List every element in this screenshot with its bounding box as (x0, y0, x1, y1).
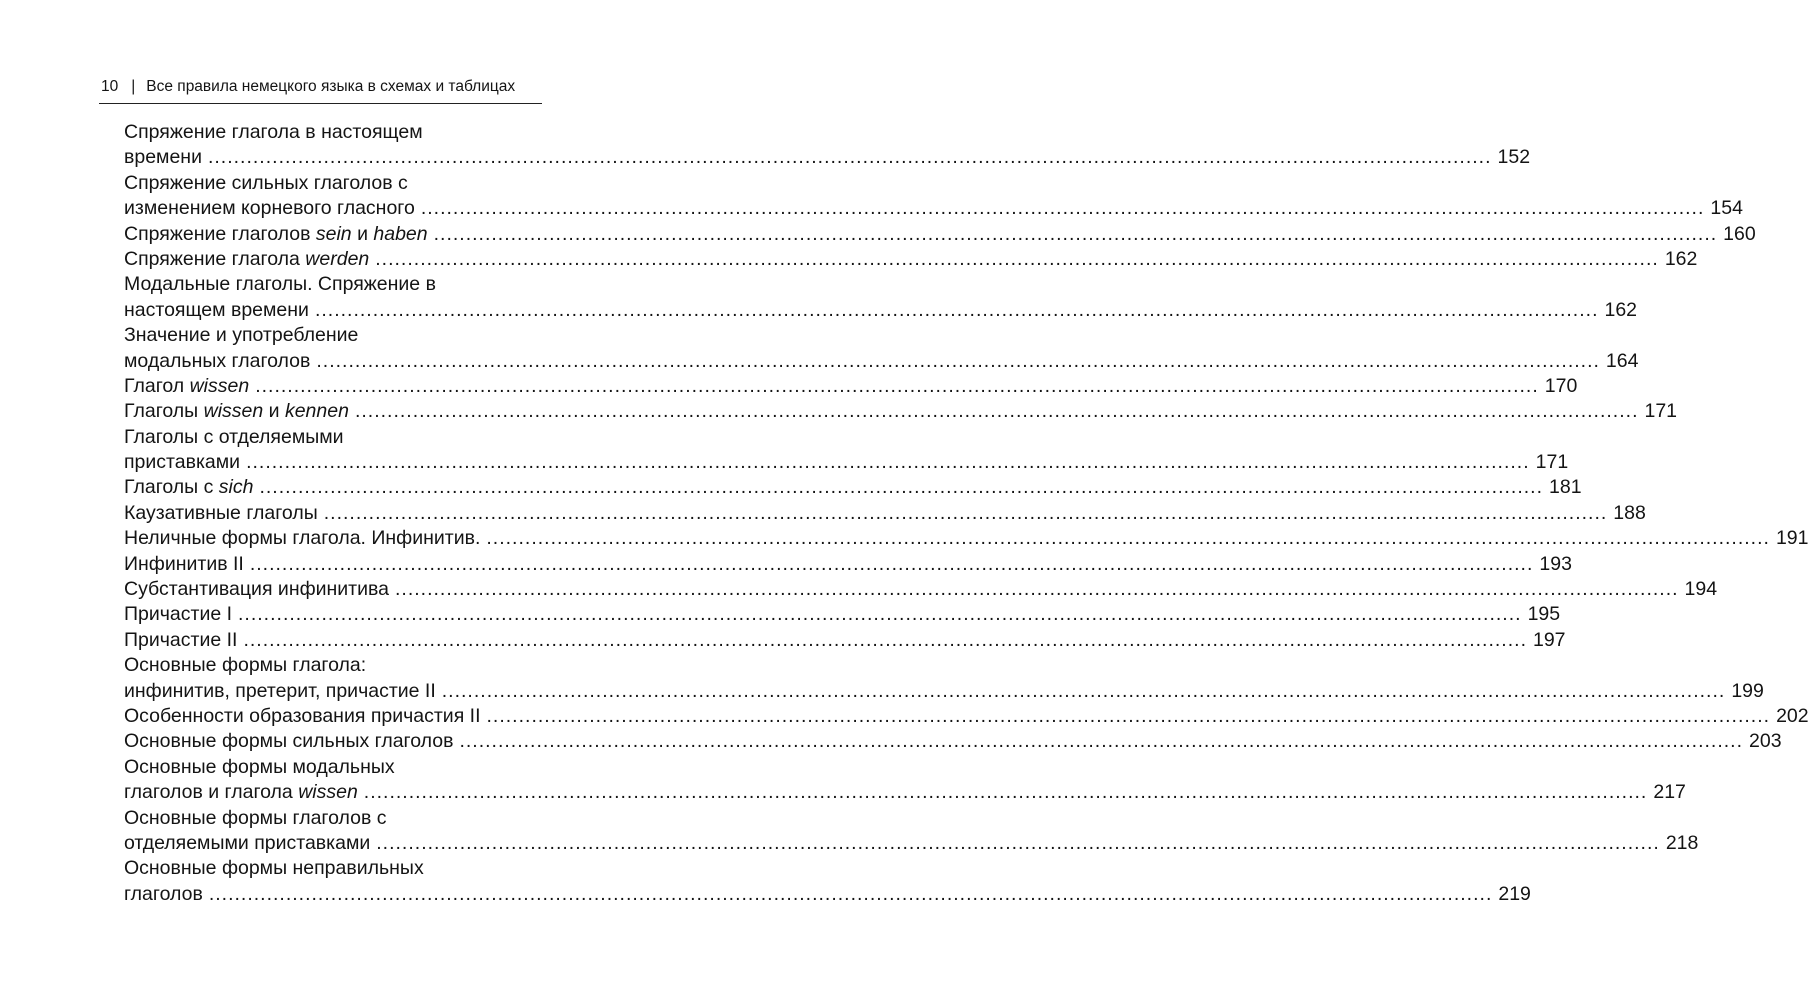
dot-leader: ........................................................................................................................................................................................................ (441, 679, 1726, 702)
toc-entry-title (124, 222, 428, 247)
dot-leader: ........................................................................................................................................................................................................ (316, 349, 1600, 372)
toc-entry (124, 501, 1646, 526)
dot-leader: ........................................................................................................................................................................................................ (314, 298, 1599, 321)
toc-page-number: 199 (1731, 679, 1764, 702)
toc-entry (124, 222, 1756, 247)
toc-entry-leader-line (124, 882, 1531, 907)
toc-entry (124, 526, 1809, 551)
toc-entry-leader-line (124, 704, 1809, 729)
toc-entry-term: sein (315, 222, 352, 245)
toc-entry-text: и (351, 222, 374, 245)
toc-entry (124, 602, 1561, 627)
toc-entry-leader-line (124, 780, 1686, 805)
toc-entry-leader-line (124, 729, 1782, 754)
header-rule (99, 103, 542, 104)
toc-entry-title-line: Спряжение сильных глаголов с (124, 171, 408, 194)
toc-entry-text: настоящем времени (124, 298, 309, 321)
dot-leader: ........................................................................................................................................................................................................ (208, 882, 1493, 905)
toc-entry (124, 120, 1531, 171)
toc-page-number: 160 (1723, 222, 1756, 245)
dot-leader: ........................................................................................................................................................................................................ (375, 247, 1659, 270)
toc-entry (124, 704, 1809, 729)
toc-page-number: 162 (1604, 298, 1638, 321)
toc-entry-title (124, 374, 249, 399)
toc-page-number: 152 (1497, 146, 1531, 169)
toc-entry-term: haben (373, 222, 428, 245)
toc-entry-term: wissen (203, 400, 264, 423)
dot-leader: ........................................................................................................................................................................................................ (323, 501, 1608, 524)
dot-leader: ........................................................................................................................................................................................................ (207, 146, 1492, 169)
toc-page-number: 217 (1653, 781, 1686, 804)
page-number: 10 (101, 78, 119, 95)
toc-entry (124, 272, 1638, 323)
toc-entry (124, 425, 1569, 476)
header-separator: | (131, 78, 136, 95)
book-title: Все правила немецкого языка в схемах и таблицах (146, 78, 516, 95)
toc-entry-title-line: Значение и употребление (124, 324, 359, 347)
toc-entry (124, 856, 1531, 907)
dot-leader: ........................................................................................................................................................................................................ (459, 730, 1743, 753)
toc-entry-leader-line (124, 247, 1698, 272)
toc-entry-title (124, 679, 436, 704)
toc-page-number: 194 (1684, 578, 1718, 601)
toc-page-number: 191 (1775, 527, 1809, 550)
toc-entry-leader-line (124, 298, 1638, 323)
toc-entry (124, 806, 1699, 857)
toc-entry-title-line: Глаголы с отделяемыми (124, 425, 344, 448)
toc-entry-leader-line (124, 679, 1764, 704)
toc-entry-title (124, 475, 253, 500)
toc-entry-leader-line (124, 349, 1639, 374)
dot-leader: ........................................................................................................................................................................................................ (249, 552, 1534, 575)
toc-entry-title (124, 196, 415, 221)
toc-entry-title-line: Основные формы неправильных (124, 857, 424, 880)
toc-entry-term: sich (218, 476, 254, 499)
toc-entry-text: глаголов (124, 882, 203, 905)
toc-page-number: 188 (1613, 501, 1646, 524)
toc-entry-leader-line (124, 526, 1809, 551)
toc-page-number: 218 (1665, 831, 1699, 854)
toc-entry-leader-line (124, 145, 1531, 170)
toc-entry-leader-line (124, 552, 1572, 577)
toc-entry-text: Особенности образования причастия II (124, 704, 481, 727)
toc-entry-text: Причастие II (124, 628, 238, 651)
toc-entry (124, 247, 1698, 272)
toc-entry-term: kennen (284, 400, 349, 423)
toc-entry (124, 475, 1582, 500)
toc-entry-title-line: Спряжение глагола в настоящем (124, 121, 423, 143)
toc-entry-leader-line (124, 374, 1578, 399)
toc-entry-leader-line (124, 222, 1756, 247)
toc-entry-title (124, 602, 232, 627)
toc-entry-text: изменением корневого гласного (124, 197, 415, 220)
toc-entry-term: wissen (189, 374, 250, 397)
toc-page-number: 154 (1710, 197, 1743, 220)
toc-entry-leader-line (124, 602, 1561, 627)
toc-entry-leader-line (124, 450, 1569, 475)
toc-entry-text: Спряжение глагола (124, 247, 306, 270)
table-of-contents (124, 120, 1809, 907)
toc-entry-leader-line (124, 501, 1646, 526)
toc-entry-title (124, 526, 480, 551)
toc-page-number: 193 (1539, 552, 1572, 575)
toc-entry-title (124, 145, 202, 170)
dot-leader: ........................................................................................................................................................................................................ (246, 451, 1530, 474)
dot-leader: ........................................................................................................................................................................................................ (243, 628, 1527, 651)
toc-entry-title-line: Основные формы модальных (124, 755, 395, 778)
toc-entry-text: отделяемыми приставками (124, 831, 371, 854)
toc-page-number: 171 (1644, 400, 1678, 423)
toc-entry (124, 374, 1578, 399)
toc-entry-title (124, 298, 309, 323)
toc-entry-text: Глаголы (124, 400, 204, 423)
dot-leader: ........................................................................................................................................................................................................ (486, 527, 1770, 550)
toc-entry-title (124, 882, 203, 907)
toc-entry-leader-line (124, 831, 1699, 856)
toc-entry (124, 628, 1566, 653)
toc-page-number: 164 (1605, 349, 1639, 372)
toc-entry-title (124, 501, 318, 526)
toc-entry-title (124, 628, 237, 653)
toc-entry-text: модальных глаголов (124, 349, 311, 372)
toc-page-number: 197 (1532, 628, 1566, 651)
dot-leader: ........................................................................................................................................................................................................ (433, 222, 1718, 245)
toc-entry-title-line: Основные формы глаголов с (124, 806, 387, 829)
toc-entry (124, 653, 1764, 704)
toc-entry-text: Субстантивация инфинитива (124, 578, 389, 601)
dot-leader: ........................................................................................................................................................................................................ (420, 197, 1705, 220)
toc-entry (124, 171, 1743, 222)
dot-leader: ........................................................................................................................................................................................................ (395, 578, 1679, 601)
dot-leader: ........................................................................................................................................................................................................ (486, 704, 1771, 727)
toc-entry-term: werden (305, 247, 370, 270)
toc-page-number: 170 (1544, 374, 1578, 397)
toc-entry-text: и (263, 400, 285, 423)
toc-entry-leader-line (124, 399, 1678, 424)
toc-entry (124, 755, 1686, 806)
toc-entry-text: Спряжение глаголов (124, 222, 316, 245)
toc-entry-title (124, 729, 453, 754)
toc-entry-text: Основные формы сильных глаголов (124, 730, 454, 753)
toc-entry-text: Глагол (124, 374, 190, 397)
toc-entry (124, 399, 1678, 424)
toc-entry-text: времени (124, 146, 202, 169)
toc-entry-title (124, 247, 369, 272)
toc-page-number: 195 (1527, 603, 1561, 626)
toc-entry-title (124, 831, 370, 856)
toc-page-number: 181 (1549, 476, 1582, 499)
toc-entry-title (124, 450, 240, 475)
toc-entry-leader-line (124, 196, 1743, 221)
dot-leader: ........................................................................................................................................................................................................ (363, 781, 1648, 804)
toc-entry-text: Причастие I (124, 603, 233, 626)
toc-entry-title (124, 780, 358, 805)
toc-entry-leader-line (124, 475, 1582, 500)
dot-leader: ........................................................................................................................................................................................................ (259, 476, 1544, 499)
toc-entry-text: Неличные формы глагола. Инфинитив. (124, 527, 481, 550)
toc-page-number: 219 (1498, 882, 1531, 905)
toc-entry (124, 577, 1718, 602)
dot-leader: ........................................................................................................................................................................................................ (354, 400, 1639, 423)
toc-entry-title-line: Основные формы глагола: (124, 654, 367, 677)
toc-entry-term: wissen (298, 781, 358, 804)
toc-entry-title (124, 349, 310, 374)
toc-entry-text: приставками (124, 451, 241, 474)
toc-entry-text: Глаголы с (124, 476, 219, 499)
toc-entry-text: глаголов и глагола (124, 781, 299, 804)
toc-entry (124, 323, 1639, 374)
toc-entry-title (124, 704, 481, 729)
toc-entry (124, 729, 1782, 754)
dot-leader: ........................................................................................................................................................................................................ (376, 831, 1660, 854)
toc-entry-text: Каузативные глаголы (124, 501, 318, 524)
toc-entry-title (124, 577, 389, 602)
dot-leader: ........................................................................................................................................................................................................ (238, 603, 1522, 626)
dot-leader: ........................................................................................................................................................................................................ (255, 374, 1539, 397)
toc-entry-title (124, 399, 349, 424)
toc-entry-title (124, 552, 244, 577)
toc-entry-text: Инфинитив II (124, 552, 244, 575)
toc-entry-text: инфинитив, претерит, причастие II (124, 679, 436, 702)
toc-entry-leader-line (124, 577, 1718, 602)
toc-entry-leader-line (124, 628, 1566, 653)
toc-page-number: 202 (1776, 704, 1809, 727)
toc-page-number: 162 (1664, 247, 1698, 270)
toc-page-number: 171 (1535, 451, 1569, 474)
toc-page-number: 203 (1749, 730, 1782, 753)
toc-entry (124, 552, 1572, 577)
toc-entry-title-line: Модальные глаголы. Спряжение в (124, 273, 436, 296)
running-head (101, 75, 541, 99)
